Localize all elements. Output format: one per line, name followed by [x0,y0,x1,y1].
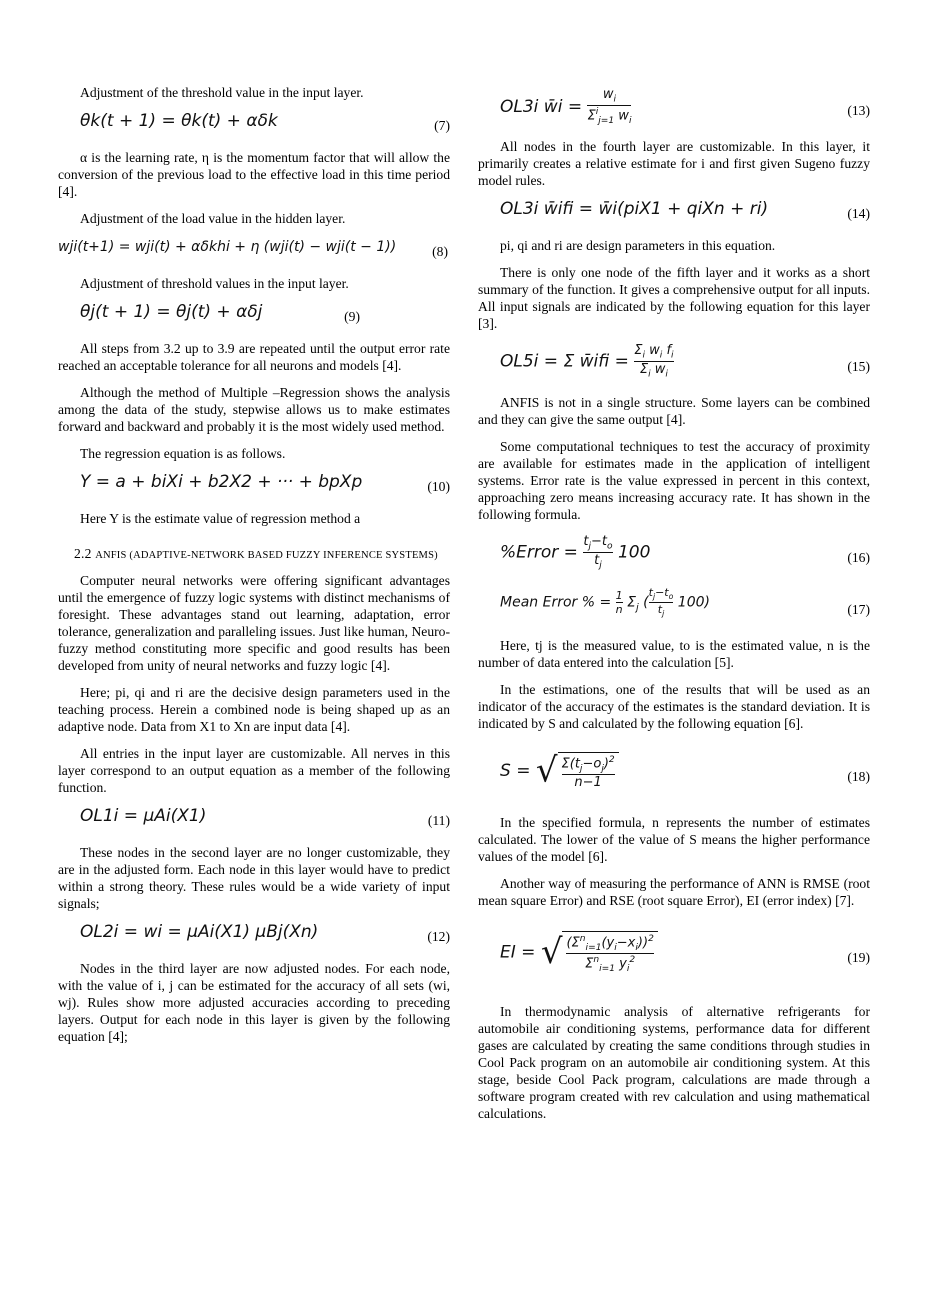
paragraph: The regression equation is as follows. [80,446,286,461]
equation-9 [58,302,450,332]
equation-8 [58,237,450,267]
equation-formula [500,344,674,379]
equation-12 [58,922,450,952]
equation-formula: Y = a + biXi + b2X2 + ··· + bpXp [80,472,363,492]
equation-rhs: 100 [617,542,651,563]
paragraph: α is the learning rate, η is the momentum factor that will allow the conversion of the previous load to the effective load in this time period [4]. [58,150,450,199]
right-column [478,84,870,1132]
equation-19 [478,919,870,995]
equation-13 [478,86,870,130]
equation-14 [478,199,870,229]
fraction: $\frac{w_i}{\Sigma^i_{j=1} w_i}$ [587,87,632,126]
equation-lhs: OL3i w̄i = [500,96,583,117]
equation-formula: S = √ $\frac{\Sigma(t_j-o_j)^2}{n-1}$ [500,752,619,790]
equation-number: (13) [847,103,870,118]
paragraph: pi, qi and ri are design parameters in this equation. [500,238,776,253]
paragraph: Although the method of Multiple –Regression shows the analysis among the data of the study, stepwise allows us to make estimates forward and backward and probably it is the most widely used method. [58,385,450,434]
fraction: $\frac{\Sigma_i w_i f_i}{\Sigma_i w_i}$ [634,343,674,380]
section-title: ANFIS (ADAPTIVE-NETWORK BASED FUZZY INFERENCE SYSTEMS) [95,550,438,561]
equation-number: (18) [847,769,870,784]
equation-number: (7) [434,118,450,133]
paragraph: All steps from 3.2 up to 3.9 are repeated until the output error rate reached an acceptable tolerance for all neurons and models [4]. [58,341,450,373]
fraction: $\frac{(\Sigma^n_{i=1}(y_i-x_i))^2}{\Sigma^n_{i=1} y_i^2}$ [566,934,654,974]
equation-11 [58,806,450,836]
equation-number: (15) [847,359,870,374]
paragraph: These nodes in the second layer are no longer customizable, they are in the adjusted form. Each node in this layer would have to predict within a strong theory. These rules would be a wide variety of input signals; [58,845,450,911]
paragraph: Computer neural networks were offering significant advantages until the emergence of fuzzy logic systems with distinct mechanisms of foresight. These advantages stand out learning, adaptation, error tolerance, generalization and paralleling issues. Just like human, Neuro-fuzzy method constituting more specific and good results has been developed from unity of neural networks and fuzzy logic [4]. [58,573,450,673]
paragraph: Here; pi, qi and ri are the decisive design parameters used in the teaching process. Herein a combined node is being shaped up as an adaptive node. Data from X1 to Xn are input data [4]. [58,685,450,734]
paragraph: There is only one node of the fifth layer and it works as a short summary of the function. It gives a comprehensive output for all inputs. All input signals are indicated by the following equation for this layer [3]. [478,265,870,331]
paragraph: All entries in the input layer are customizable. All nerves in this layer correspond to an output equation as a member of the following function. [58,746,450,795]
equation-number: (10) [427,479,450,494]
equation-number: (8) [432,244,448,259]
equation-formula [500,88,631,126]
equation-10 [58,472,450,502]
paragraph: In the estimations, one of the results that will be used as an indicator of the accuracy of the estimates is the standard deviation. It is indicated by S and calculated by the following equation [6]. [478,682,870,731]
equation-number: (19) [847,950,870,965]
paragraph: Adjustment of threshold values in the input layer. [80,276,349,291]
equation-17 [478,585,870,629]
paragraph: Another way of measuring the performance of ANN is RMSE (root mean square Error) and RSE (root square Error), EI (error index) [7]. [478,876,870,908]
paragraph: Adjustment of the load value in the hidden layer. [80,211,346,226]
equation-formula: θj(t + 1) = θj(t) + αδj [80,302,263,322]
section-heading [74,545,450,564]
equation-number: (9) [344,309,360,324]
equation-formula: OL2i = wi = µAi(X1) µBj(Xn) [80,922,319,942]
equation-lhs: Mean Error % = [500,594,612,611]
equation-formula: Mean Error % = $\frac{1}{n}$ $\Sigma_j$ ( $\frac{t_j-t_o}{t_j}$ 100) [500,586,710,618]
equation-number: (17) [847,602,870,617]
paragraph: Here Y is the estimate value of regression method a [80,511,361,526]
equation-number: (11) [427,813,450,828]
fraction: $\frac{1}{n}$ [615,588,623,616]
paragraph: In the specified formula, n represents the number of estimates calculated. The lower of the value of S means the higher performance values of the model [6]. [478,815,870,864]
paragraph: ANFIS is not in a single structure. Some layers can be combined and they can give the same output [4]. [478,395,870,427]
equation-formula: θk(t + 1) = θk(t) + αδk [80,111,278,131]
equation-18 [478,742,870,806]
paragraph: Here, tj is the measured value, to is the estimated value, n is the number of data entered into the calculation [5]. [478,638,870,670]
equation-number: (16) [847,550,870,565]
equation-15 [478,342,870,386]
equation-lhs: EI = [500,942,536,963]
paragraph: Some computational techniques to test the accuracy of proximity are available for estimates made in the application of intelligent systems. Error rate is the value expressed in percent in this context, approaching zero means increasing accuracy rate. It has shown in the following formula. [478,439,870,522]
paragraph: Adjustment of the threshold value in the input layer. [80,85,364,100]
paragraph: All nodes in the fourth layer are customizable. In this layer, it primarily creates a relative estimate for i and first given Sugeno fuzzy model rules. [478,139,870,188]
equation-formula: EI = √ $\frac{(\Sigma^n_{i=1}(y_i-x_i))^2}{\Sigma^n_{i=1} y_i^2}$ [500,931,658,974]
fraction: $\frac{t_j-t_o}{t_j}$ [583,534,613,571]
equation-lhs: S = [500,761,531,782]
fraction: $\frac{t_j-t_o}{t_j}$ [648,586,674,618]
equation-number: (12) [427,929,450,944]
equation-lhs: OL5i = Σ w̄ifi = [500,351,629,372]
equation-formula [500,535,650,570]
section-number: 2.2 [74,546,92,561]
equation-lhs: %Error = [500,542,578,563]
equation-formula: OL3i w̄ifi = w̄i(piX1 + qiXn + ri) [500,199,769,219]
equation-number: (14) [847,206,870,221]
equation-formula: OL1i = µAi(X1) [80,806,207,826]
equation-formula: wji(t+1) = wji(t) + αδkhi + η (wji(t) − wji(t − 1)) [58,239,397,255]
equation-16 [478,533,870,577]
paragraph: Nodes in the third layer are now adjusted nodes. For each node, with the value of i, j can be estimated for the accuracy of all sets (wi, wj). Rules show more adjusted accuracies according to preceding layers. Output for each node in this layer is given by the following equation [4]; [58,961,450,1044]
left-column [58,84,450,1055]
paragraph: In thermodynamic analysis of alternative refrigerants for automobile air conditioning systems, performance data for different gases are calculated by creating the same conditions through studies in Cool Pack program on an automobile air conditioning system. At this stage, beside Cool Pack program, calculations are made through a software program created with rev calculation and using mathematical calculations. [478,1004,870,1121]
equation-7 [58,111,450,141]
fraction: $\frac{\Sigma(t_j-o_j)^2}{n-1}$ [561,755,615,790]
